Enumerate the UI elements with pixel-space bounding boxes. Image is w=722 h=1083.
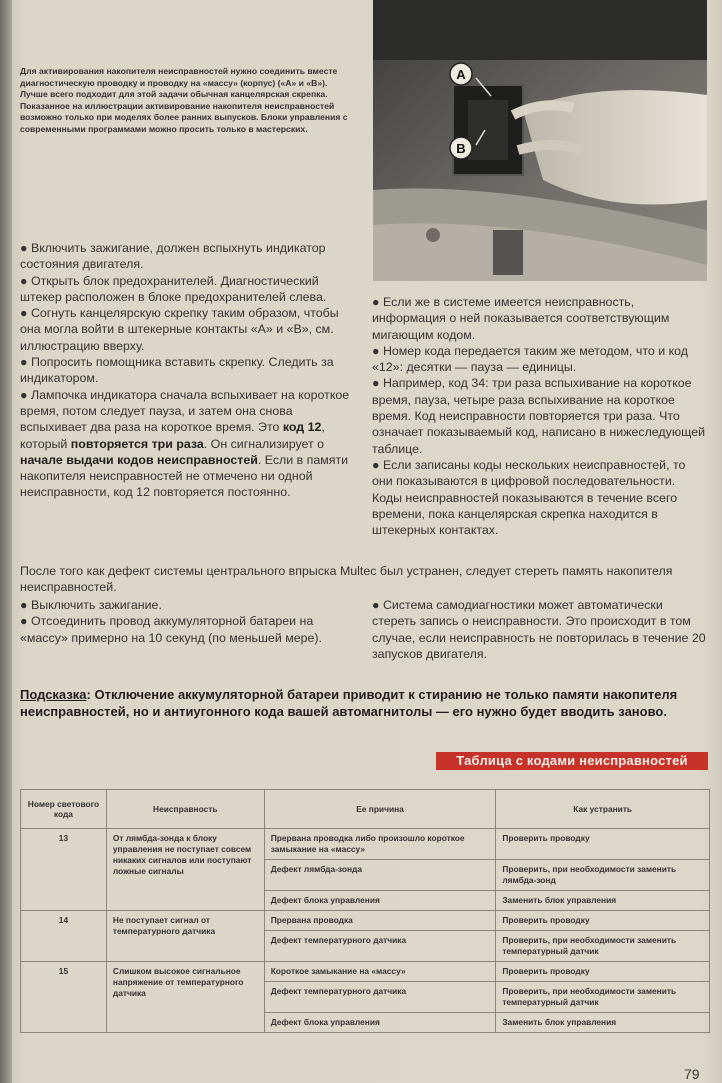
fix-cell: Заменить блок управления xyxy=(496,1013,710,1033)
label-b-text: B xyxy=(456,141,466,156)
page-number: 79 xyxy=(684,1066,700,1082)
fix-cell: Проверить проводку xyxy=(496,962,710,982)
step-code-format: ● Номер кода передается таким же методом, что и код «12»: десятки — пауза — единицы. xyxy=(372,343,688,375)
fault-cell: Слишком высокое сигнальное напряжение от температурного датчика xyxy=(106,962,264,1033)
fault-cell: От лямбда-зонда к блоку управления не поступает совсем никаких сигналов или поступают ложные сигналы xyxy=(106,829,264,911)
erase-steps xyxy=(20,597,350,646)
table-row xyxy=(21,911,710,931)
cause-cell: Короткое замыкание на «массу» xyxy=(264,962,496,982)
cause-cell: Прервана проводка xyxy=(264,911,496,931)
fix-cell: Проверить, при необходимости заменить температурный датчик xyxy=(496,982,710,1013)
table-header-row xyxy=(21,790,710,829)
fault-codes-table xyxy=(20,789,710,1033)
hint-text: : Отключение аккумуляторной батареи приводит к стиранию не только памяти накопителя неисправностей, но и антиугонного кода вашей автомагнитолы — его нужно будет вводить заново. xyxy=(20,687,678,720)
step-ignition-off: ● Выключить зажигание. xyxy=(20,598,162,612)
hint-label: Подсказка xyxy=(20,687,87,702)
step-bend-clip: ● Согнуть канцелярскую скрепку таким образом, чтобы она могла войти в штекерные контакты «А» и «В», см. иллюстрацию вверху. xyxy=(20,306,339,353)
erase-memory-paragraph: После того как дефект системы центрального впрыска Multec был устранен, следует стереть память накопителя неисправностей. xyxy=(20,564,673,595)
step-indicator-blinks: ● Лампочка индикатора сначала вспыхивает на короткое время, потом следует пауза, и затем она снова вспыхивает два раза на короткое время. Это код 12, который повторяется три раза. Он сигнализирует о начале выдачи кодов неисправностей. Если в памяти накопителя неисправностей не отмечено ни одной неисправности, код 12 повторяется постоянно. xyxy=(20,387,350,500)
auto-erase-paragraph: ● Система самодиагностики может автоматически стереть запись о неисправности. Это происходит в том случае, если неисправность не повторилась в течение 20 запусков двигателя. xyxy=(372,598,706,661)
step-disconnect-battery: ● Отсоединить провод аккумуляторной батареи на «массу» примерно на 10 секунд (по меньшей мере). xyxy=(20,614,322,645)
header-code: Номер светового кода xyxy=(21,790,107,829)
step-code-example: ● Например, код 34: три раза вспыхивание на короткое время, пауза, четыре раза вспыхивание на короткое время. Код неисправности повторяется три раза. Что означает показываемый код, написано в нижеследующей таблице. xyxy=(372,376,706,456)
header-fix: Как устранить xyxy=(496,790,710,829)
photo-illustration xyxy=(373,0,707,281)
page-binding-edge xyxy=(0,0,12,1083)
header-cause: Ее причина xyxy=(264,790,496,829)
engine-bay-photo xyxy=(373,0,707,281)
code-cell: 15 xyxy=(21,962,107,1033)
right-column xyxy=(372,294,708,538)
fault-cell: Не поступает сигнал от температурного датчика xyxy=(106,911,264,962)
label-a-text: A xyxy=(456,67,466,82)
fix-cell: Заменить блок управления xyxy=(496,891,710,911)
cause-cell: Дефект лямбда-зонда xyxy=(264,860,496,891)
step-multiple-codes: ● Если записаны коды нескольких неисправностей, то они показываются в цифровой последовательности. Коды неисправностей показываются в течение всего времени, пока канцелярская скрепка находится в штекерных контактах. xyxy=(372,457,686,538)
cause-cell: Дефект блока управления xyxy=(264,1013,496,1033)
fix-cell: Проверить, при необходимости заменить температурный датчик xyxy=(496,931,710,962)
cause-cell: Прервана проводка либо произошло короткое замыкание на «массу» xyxy=(264,829,496,860)
photo-caption: Для активирования накопителя неисправностей нужно соединить вместе диагностическую проводку и проводку на «массу» (корпус) («А» и «В»). Лучше всего подходит для этой задачи обычная канцелярская скрепка. Показанное на иллюстрации активирование накопителя неисправностей возможно только при моделях более ранних выпусков. Блоки управления с современными программами можно просить только в мастерских. xyxy=(20,66,348,134)
step-open-fuse-box: ● Открыть блок предохранителей. Диагностический штекер расположен в блоке предохранителей слева. xyxy=(20,273,327,304)
hint-note xyxy=(20,686,710,721)
code-cell: 13 xyxy=(21,829,107,911)
table-title-banner: Таблица с кодами неисправностей xyxy=(436,752,708,770)
header-fault: Неисправность xyxy=(106,790,264,829)
left-column xyxy=(20,240,350,501)
cause-cell: Дефект температурного датчика xyxy=(264,931,496,962)
fix-cell: Проверить проводку xyxy=(496,829,710,860)
table-row xyxy=(21,829,710,860)
fix-cell: Проверить, при необходимости заменить лямбда-зонд xyxy=(496,860,710,891)
step-ignition-on: ● Включить зажигание, должен вспыхнуть индикатор состояния двигателя. xyxy=(20,241,326,272)
table-row xyxy=(21,962,710,982)
cause-cell: Дефект блока управления xyxy=(264,891,496,911)
step-fault-code: ● Если же в системе имеется неисправность, информация о ней показывается соответствующим мигающим кодом. xyxy=(372,295,670,342)
cause-cell: Дефект температурного датчика xyxy=(264,982,496,1013)
fix-cell: Проверить проводку xyxy=(496,911,710,931)
step-insert-clip: ● Попросить помощника вставить скрепку. Следить за индикатором. xyxy=(20,355,334,386)
code-cell: 14 xyxy=(21,911,107,962)
